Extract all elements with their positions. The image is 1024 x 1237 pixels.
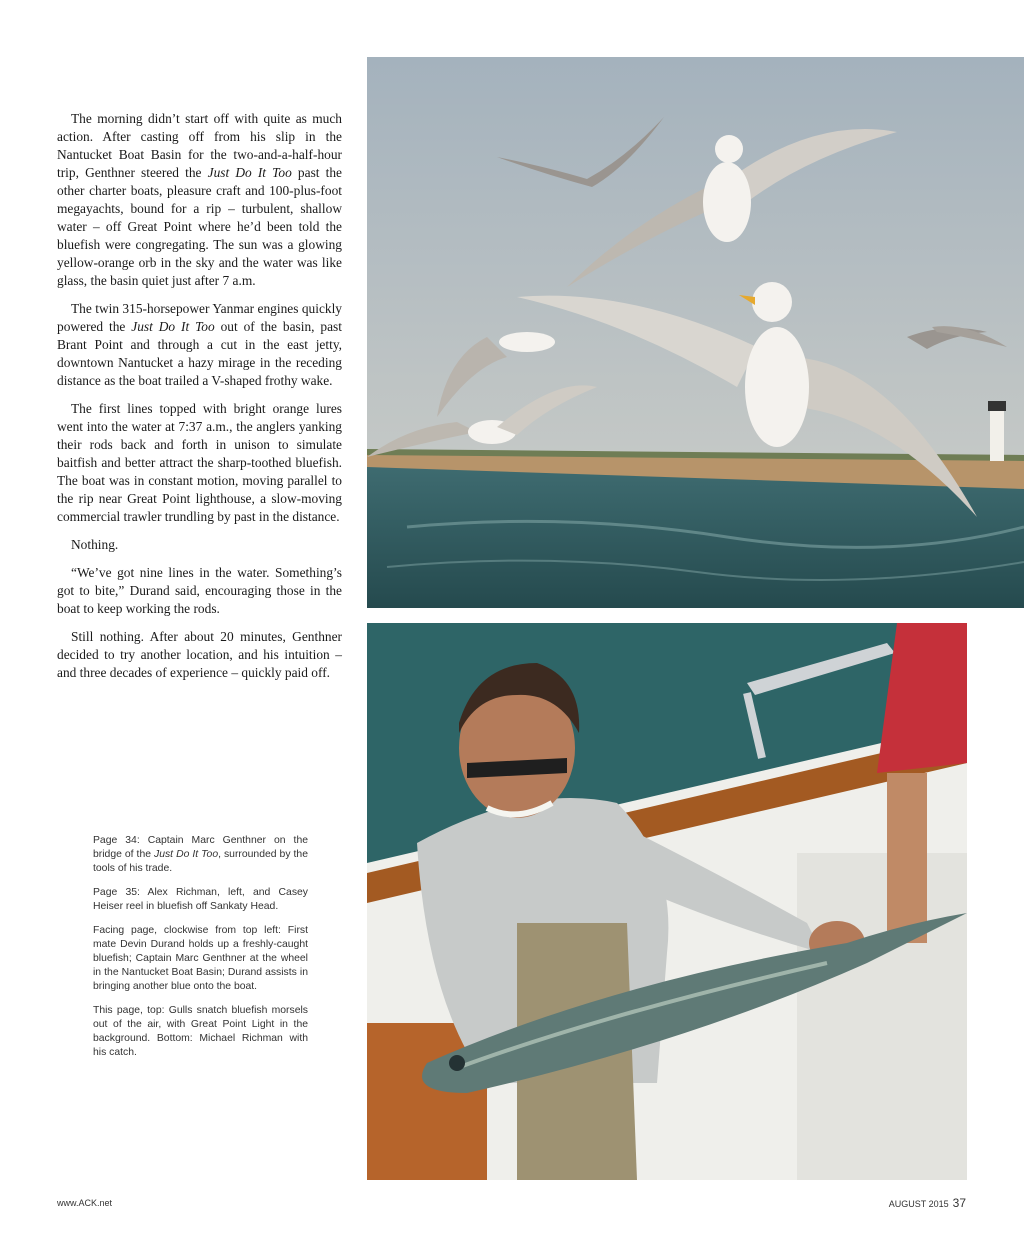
photo-captions [93,834,308,1070]
article-paragraph-3: The first lines topped with bright orange lures went into the water at 7:37 a.m., the anglers yanking their rods back and forth in unison to simulate baitfish and better attract the sharp-toothed bluefish. The boat was in constant motion, moving parallel to the rip near Great Point lighthouse, a slow-moving commercial trawler trundling by past in the distance. [57,401,342,524]
gulls-photo [367,57,1024,608]
footer-issue [889,1196,966,1210]
page-number: 37 [952,1196,966,1210]
boat-name: Just Do It Too [131,319,215,334]
gulls-photo-icon [367,57,1024,608]
article-body [57,110,342,692]
angler-photo-icon [367,623,967,1180]
caption-3: Facing page, clockwise from top left: First mate Devin Durand holds up a freshly-caught bluefish; Captain Marc Genthner at the wheel in the Nantucket Boat Basin; Durand assists in bringing another blue onto the boat. [93,925,308,992]
article-paragraph-5: “We’ve got nine lines in the water. Something’s got to bite,” Durand said, encouraging those in the boat to keep working the rods. [57,565,342,616]
article-paragraph-4: Nothing. [71,537,119,552]
issue-date: AUGUST 2015 [888,1199,949,1209]
article-paragraph-1: The morning didn’t start off with quite as much action. After casting off from his slip in the Nantucket Boat Basin for the two-and-a-half-hour trip, Genthner steered the Just Do It Too past the other charter boats, pleasure craft and 100-plus-foot megayachts, bound for a rip – turbulent, shallow water – off Great Point where he’d been told the bluefish were congregating. The sun was a glowing yellow-orange orb in the sky and the water was like glass, the basin quiet just after 7 a.m. [57,111,342,288]
footer-website: www.ACK.net [57,1198,113,1208]
angler-photo [367,623,967,1180]
caption-4: This page, top: Gulls snatch bluefish morsels out of the air, with Great Point Light in the background. Bottom: Michael Richman with his catch. [93,1005,308,1058]
boat-name: Just Do It Too [154,849,219,860]
caption-2: Page 35: Alex Richman, left, and Casey Heiser reel in bluefish off Sankaty Head. [93,887,308,912]
boat-name: Just Do It Too [207,165,292,180]
article-paragraph-2: The twin 315-horsepower Yanmar engines quickly powered the Just Do It Too out of the basin, past Brant Point and through a cut in the east jetty, downtown Nantucket a hazy mirage in the receding distance as the boat trailed a V-shaped frothy wake. [57,301,342,388]
caption-1: Page 34: Captain Marc Genthner on the bridge of the Just Do It Too, surrounded by the tools of his trade. [93,835,308,874]
article-paragraph-6: Still nothing. After about 20 minutes, Genthner decided to try another location, and his intuition – and three decades of experience – quickly paid off. [57,629,342,680]
